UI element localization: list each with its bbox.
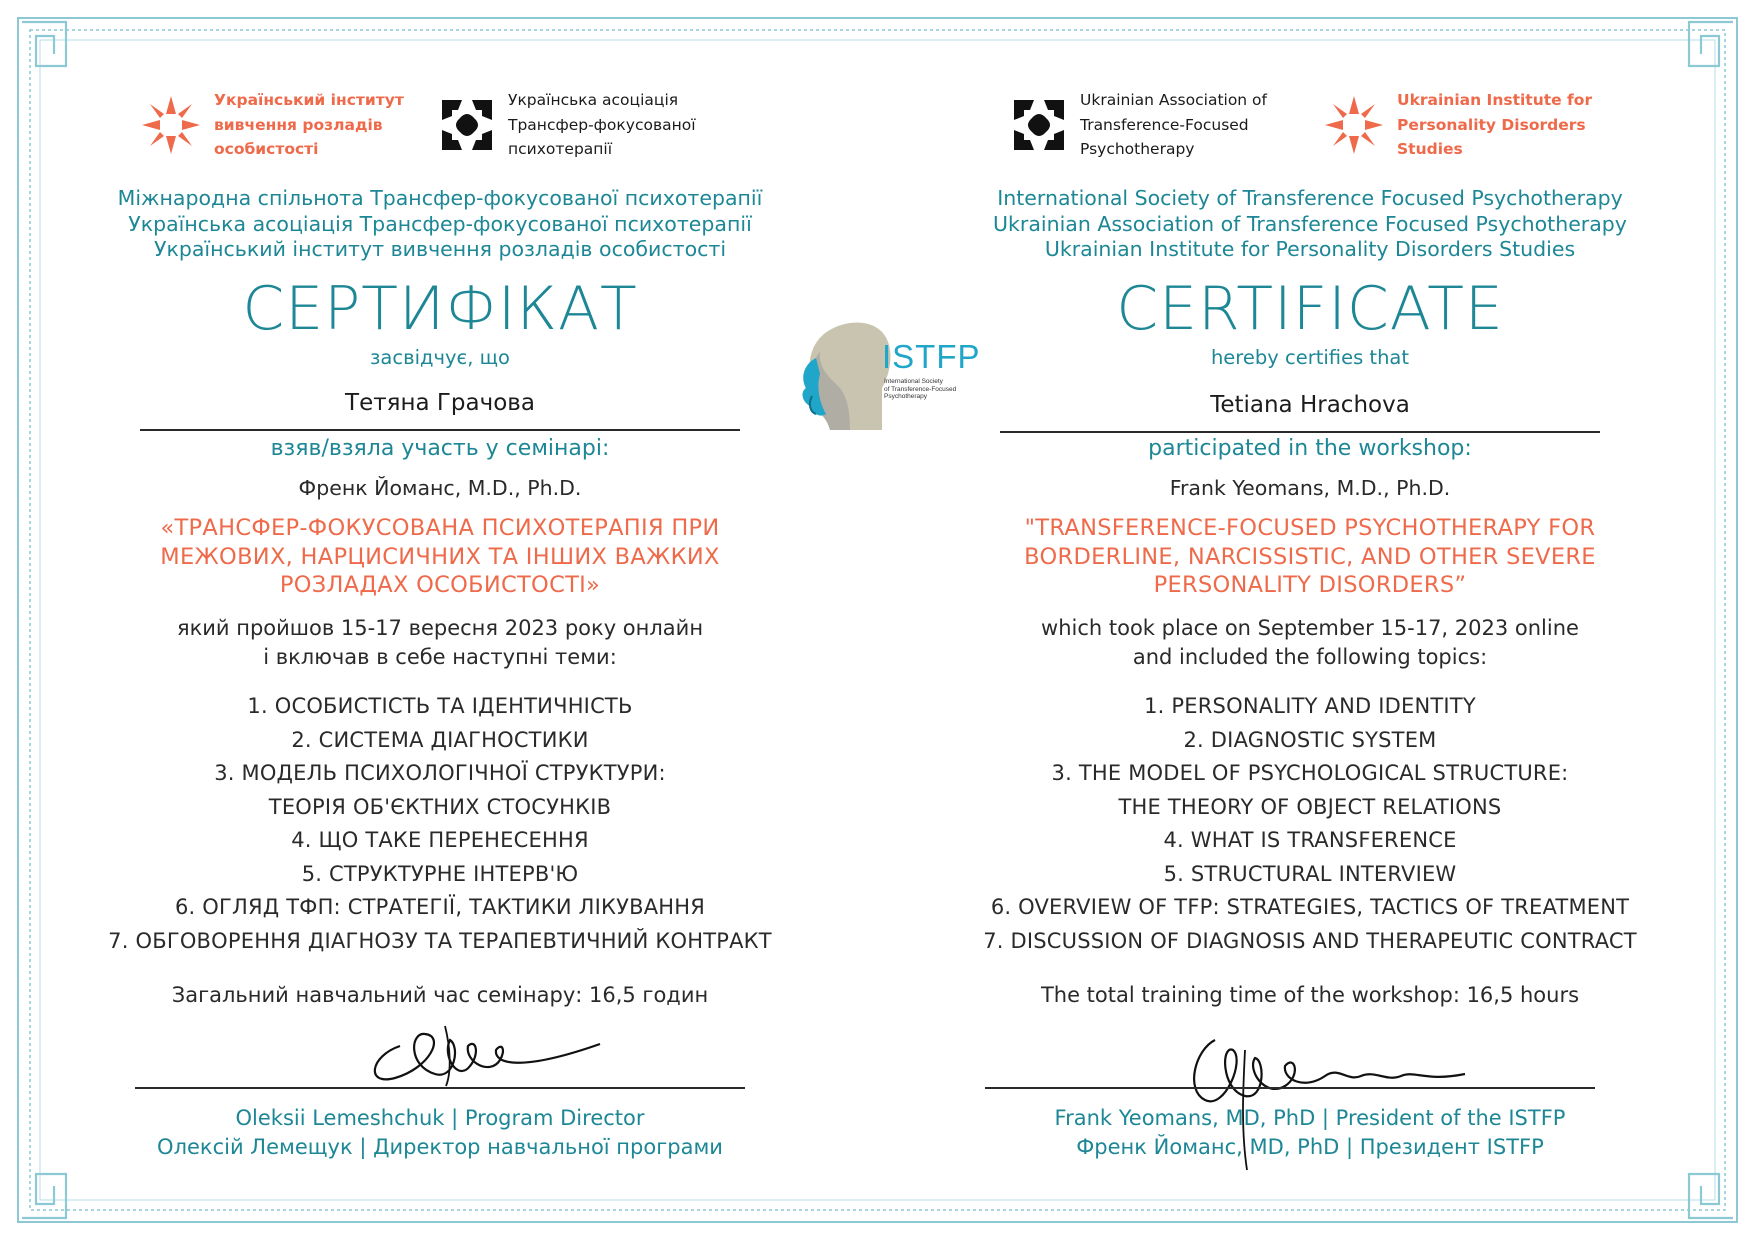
topic-item: 5. STRUCTURAL INTERVIEW	[1163, 861, 1457, 886]
certifies-text: засвідчує, що	[370, 346, 510, 369]
logo-text: Ukrainian Institute for Personality Disorders Studies	[1397, 91, 1593, 158]
topic-item: 2. СИСТЕМА ДІАГНОСТИКИ	[291, 727, 589, 752]
uipds-logo-en	[1323, 88, 1592, 162]
lecturer-name: Frank Yeomans, M.D., Ph.D.	[1169, 476, 1451, 500]
topic-item: 4. ЩО ТАКЕ ПЕРЕНЕСЕННЯ	[291, 828, 589, 852]
topic-item: 6. ОГЛЯД ТФП: СТРАТЕГІЇ, ТАКТИКИ ЛІКУВАННЯ	[174, 895, 706, 919]
topic-item: 5. СТРУКТУРНЕ ІНТЕРВ'Ю	[301, 861, 579, 886]
certifies-text: hereby certifies that	[1210, 346, 1410, 369]
recipient-name: Tetiana Hrachova	[1210, 392, 1410, 418]
topic-item: 1. ОСОБИСТІСТЬ ТА ІДЕНТИЧНІСТЬ	[247, 694, 633, 718]
total-hours: Загальний навчальний час семінару: 16,5 годин	[171, 983, 709, 1007]
black-cross-icon	[438, 96, 496, 154]
workshop-title: "TRANSFERENCE-FOCUSED PSYCHOTHERAPY FOR BORDERLINE, NARCISSISTIC, AND OTHER SEVERE PERSONALITY DISORDERS”	[1024, 515, 1596, 598]
signer-name: Oleksii Lemeshchuk | Program Director Олексій Лемещук | Директор навчальної програми	[157, 1106, 723, 1159]
star-burst-icon	[140, 94, 202, 156]
workshop-title: «ТРАНСФЕР-ФОКУСОВАНА ПСИХОТЕРАПІЯ ПРИ МЕЖОВИХ, НАРЦИСИЧНИХ ТА ІНШИХ ВАЖКИХ РОЗЛАДАХ ОСОБИСТОСТІ»	[160, 515, 720, 598]
total-hours: The total training time of the workshop: 16,5 hours	[1040, 983, 1580, 1007]
istfp-acronym: ISTFP	[882, 338, 981, 375]
star-burst-icon	[1323, 94, 1385, 156]
signature-line	[135, 1087, 745, 1089]
signature-image	[350, 1016, 630, 1096]
logo-row-ua	[140, 88, 820, 168]
logo-text: Український інститут вивчення розладів особистості	[214, 91, 404, 158]
signer-name: Frank Yeomans, MD, PhD | President of the ISTFP Френк Йоманс, MD, PhD | Президент ISTFP	[1054, 1106, 1566, 1159]
lecturer-name: Френк Йоманс, M.D., Ph.D.	[298, 476, 582, 500]
society-names: Міжнародна спільнота Трансфер-фокусованої психотерапії Українська асоціація Трансфер-фокусованої психотерапії Український інститут вивчення розладів особистості	[117, 186, 763, 261]
logo-row-en	[1010, 88, 1650, 168]
workshop-dates: який пройшов 15-17 вересня 2023 року онлайн і включав в себе наступні теми:	[176, 616, 704, 669]
black-cross-icon	[1010, 96, 1068, 154]
participated-text: взяв/взяла участь у семінарі:	[270, 436, 610, 461]
divider-line	[1000, 431, 1600, 433]
divider-line	[140, 429, 740, 431]
logo-text: Українська асоціація Трансфер-фокусованої психотерапії	[508, 91, 696, 158]
participated-text: participated in the workshop:	[1148, 436, 1472, 461]
topic-item: 3. МОДЕЛЬ ПСИХОЛОГІЧНОЇ СТРУКТУРИ:	[214, 761, 666, 785]
topic-item: 4. WHAT IS TRANSFERENCE	[1163, 828, 1457, 852]
signature-line	[985, 1087, 1595, 1089]
topic-item: 7. DISCUSSION OF DIAGNOSIS AND THERAPEUTIC CONTRACT	[983, 928, 1637, 953]
topic-item: 7. ОБГОВОРЕННЯ ДІАГНОЗУ ТА ТЕРАПЕВТИЧНИЙ КОНТРАКТ	[108, 928, 772, 953]
logo-text: Ukrainian Association of Transference-Focused Psychotherapy	[1080, 91, 1267, 158]
certificate-title: СЕРТИФІКАТ	[242, 274, 638, 344]
topic-item: 1. PERSONALITY AND IDENTITY	[1144, 694, 1476, 718]
topic-item: 2. DIAGNOSTIC SYSTEM	[1183, 727, 1437, 752]
workshop-dates: which took place on September 15-17, 2023 online and included the following topics:	[1041, 616, 1579, 669]
topic-item: 3. THE MODEL OF PSYCHOLOGICAL STRUCTURE:	[1051, 761, 1569, 785]
society-names: International Society of Transference Focused Psychotherapy Ukrainian Association of Transference Focused Psychotherapy Ukrainian Institute for Personality Disorders Studies	[993, 186, 1627, 261]
topic-item: ТЕОРІЯ ОБ'ЄКТНИХ СТОСУНКІВ	[268, 794, 612, 819]
uatfp-logo-ua	[438, 88, 696, 162]
istfp-subtitle: International Society of Transference-Focused Psychotherapy	[884, 378, 957, 400]
topics-list	[40, 690, 840, 958]
certificate-ua	[40, 0, 840, 1240]
uatfp-logo-en	[1010, 88, 1267, 162]
topics-list	[905, 690, 1715, 958]
recipient-name: Тетяна Грачова	[345, 390, 535, 416]
topic-item: 6. OVERVIEW OF TFP: STRATEGIES, TACTICS OF TREATMENT	[990, 895, 1630, 919]
uipds-logo-ua	[140, 88, 404, 162]
certificate-title: CERTIFICATE	[1116, 274, 1504, 344]
topic-item: THE THEORY OF OBJECT RELATIONS	[1118, 794, 1502, 819]
certificate-en	[905, 0, 1715, 1240]
